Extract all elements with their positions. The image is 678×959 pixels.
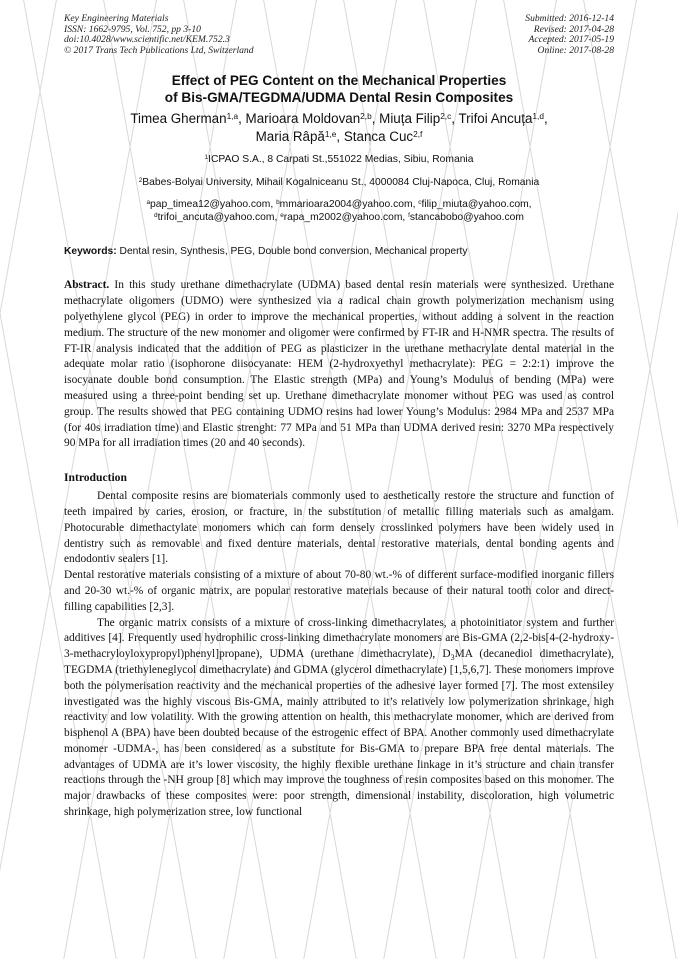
date-online: Online: 2017-08-28 — [537, 44, 614, 56]
author-emails — [64, 198, 614, 224]
journal-issn: ISSN: 1662-9795, Vol. 752, pp 3-10 — [64, 23, 201, 35]
email-link[interactable]: rapa_m2002@yahoo.com, — [283, 212, 409, 224]
author-name: , Miuța Filip — [371, 111, 441, 127]
publication-dates — [525, 14, 614, 56]
author-affil-mark: 1,d — [532, 111, 544, 122]
author-name: Maria Râpă — [255, 129, 325, 145]
author-affil-mark: 1,a — [226, 111, 239, 122]
email-link[interactable]: stancabobo@yahoo.com — [409, 212, 524, 224]
abstract-label: Abstract. — [64, 279, 110, 292]
author-name: , Stanca Cuc — [336, 129, 414, 145]
page-content — [64, 14, 614, 821]
title-line-2: of Bis-GMA/TEGDMA/UDMA Dental Resin Composites — [164, 90, 514, 106]
affiliation-mark: 1 — [204, 154, 209, 162]
author-name: , Trifoi Ancuța — [451, 111, 533, 127]
paragraph-text: MA (decanediol dimethacrylate), TEGDMA (triethyleneglycol dimethacrylate) and GDMA (glycerol dimethacrylate) [1,5,6,7]. These monomers improve both the polymerisation reactivity and the mechanical properties of the adhesive layer formed [7]. The most extensiley investigated was the highly viscous Bis-GMA, mainly attributed to it’s relatively low polymerization shrinkage, high reactivity and low volatility. With the growing attention on health, this methacrylate monomer, which are derived from bisphenol A (BPA) have been doubted because of the estrogenic effect of BPA. Another commonly used dimethacrylate monomer -UDMA-, has been considered as a substitute for Bis-GMA to prepare BPA free dental materials. The advantages of UDMA are it’s lower viscosity, the highly flexible urethane linkage in it’s structure and chain transfer reactions through the -NH group [8] which may improve the toughness of resin composites based on this monomer. The major drawbacks of these composites were: poor strength, dimensional instability, discoloration, high volumetric shrinkage, high polymerization stree, low functional — [64, 648, 614, 819]
title-line-1: Effect of PEG Content on the Mechanical Properties — [171, 73, 507, 89]
author-name: , Marioara Moldovan — [238, 111, 361, 127]
intro-paragraph-2: Dental restorative materials consisting of a mixture of about 70-80 wt.-% of different surface-modified inorganic fillers and 20-30 wt.-% of organic matrix, are popular restorative materials because of their natural tooth color and direct-filling capabilities [2,3]. — [64, 569, 614, 613]
affiliation-1 — [64, 153, 614, 166]
keywords-text: Dental resin, Synthesis, PEG, Double bond conversion, Mechanical property — [116, 246, 468, 258]
journal-copyright: © 2017 Trans Tech Publications Ltd, Switzerland — [64, 44, 254, 56]
email-line-1 — [64, 198, 614, 211]
author-name: Timea Gherman — [130, 111, 227, 127]
affiliation-2 — [64, 176, 614, 189]
intro-paragraph-3 — [64, 616, 614, 821]
email-mark: a — [146, 199, 150, 207]
date-submitted: Submitted: 2016-12-14 — [525, 13, 614, 24]
keywords-label: Keywords: — [64, 246, 117, 258]
journal-doi[interactable]: doi:10.4028/www.scientific.net/KEM.752.3 — [64, 34, 230, 46]
email-mark: e — [280, 212, 284, 220]
email-mark: b — [276, 199, 280, 207]
author-affil-mark: 2,c — [440, 111, 452, 122]
date-accepted: Accepted: 2017-05-19 — [528, 34, 614, 46]
author-line-2 — [64, 128, 614, 146]
email-link[interactable]: filip_miuta@yahoo.com, — [421, 199, 532, 211]
email-link[interactable]: mmarioara2004@yahoo.com, — [279, 199, 419, 211]
email-mark: c — [418, 199, 422, 207]
subscript: 3 — [450, 652, 455, 662]
email-line-2 — [64, 211, 614, 224]
abstract — [64, 278, 614, 452]
affiliation-text: ICPAO S.A., 8 Carpati St.,551022 Medias, Sibiu, Romania — [208, 154, 474, 166]
date-revised: Revised: 2017-04-28 — [533, 23, 614, 35]
keywords — [64, 245, 614, 258]
author-affil-mark: 1,e — [324, 129, 337, 140]
author-affil-mark: 2,b — [360, 111, 372, 122]
email-link[interactable]: pap_timea12@yahoo.com, — [150, 199, 277, 211]
paper-title — [64, 72, 614, 106]
author-affil-mark: 2,f — [413, 129, 423, 140]
author-line-1: Timea Gherman$^{1,a}$, Marioara Moldovan$^{2,b}$, Miuța Filip$^{2,c}$, Trifoi Ancuța$^{1,d}$, — [130, 111, 548, 127]
intro-paragraph-1: Dental composite resins are biomaterials commonly used to aesthetically restore the structure and function of teeth impaired by caries, erosion, or fracture, in the substitution of metallic filling materials such as amalgam. Photocurable dimethactylate monomers which can form densely crosslinked polymers have been widely used in dentistry such as removable and fixed denture materials, dental restorative materials, dental bonding agents and endodontiv sealers [1]. — [64, 490, 614, 566]
affiliation-text: Babes-Bolyai University, Mihail Kogalniceanu St., 4000084 Cluj-Napoca, Cluj, Romania — [142, 177, 540, 189]
email-mark: d — [154, 212, 158, 220]
journal-info — [64, 14, 254, 56]
journal-header — [64, 14, 614, 56]
paragraph-text: The organic matrix consists of a mixture of cross-linking dimethacrylates, a photoinitiator system and further additives [4]. Frequently used hydrophilic cross-linking dimethacrylate monomers are Bis-GMA (2,2-bis[4-(2-hydroxy-3-methacryloyloxypropyl)phenyl]propane), UDMA (urethane dimethacrylate), D — [64, 616, 614, 661]
abstract-text: In this study urethane dimethacrylate (UDMA) based dental resin materials were synthesized. Urethane methacrylate oligomers (UDMO) were synthesized via a radical chain growth polymerization mechanism using polyethylene glycol (PEG) in order to improve the mechanical properties, without adding a solvent in the reaction medium. The structure of the new monomer and oligomer were confirmed by FT-IR and H-NMR spectra. The results of FT-IR analysis indicated that the addition of PEG as plasticizer in the urethane methacrylate dental material in the adequate molar ratio (isophorone diisocyanate: HEM (2-hydroxyethyl methacrylate): PEG = 2:2:1) improve the isocyanate double bond consumption. The Elastic strength (MPa) and Young’s Modulus of bending (MPa) were measured using a three-point bending set up. Urethane dimethacrylate monomer without PEG was used as control group. The results showed that PEG containing UDMO resins had lower Young’s Modulus: 2984 MPa and 2537 MPa (for 40s irradiation time) and Elastic strenght: 77 MPa and 51 MPa than UDMA derived resin: 3270 MPa respectively 90 MPa for all irradiation times (20 and 40 seconds). — [64, 279, 614, 450]
affiliation-mark: 2 — [138, 177, 143, 185]
section-heading-introduction: Introduction — [64, 471, 127, 485]
email-mark: f — [408, 212, 410, 220]
email-link[interactable]: trifoi_ancuta@yahoo.com, — [157, 212, 281, 224]
author-list — [64, 110, 614, 146]
journal-name: Key Engineering Materials — [64, 13, 169, 24]
